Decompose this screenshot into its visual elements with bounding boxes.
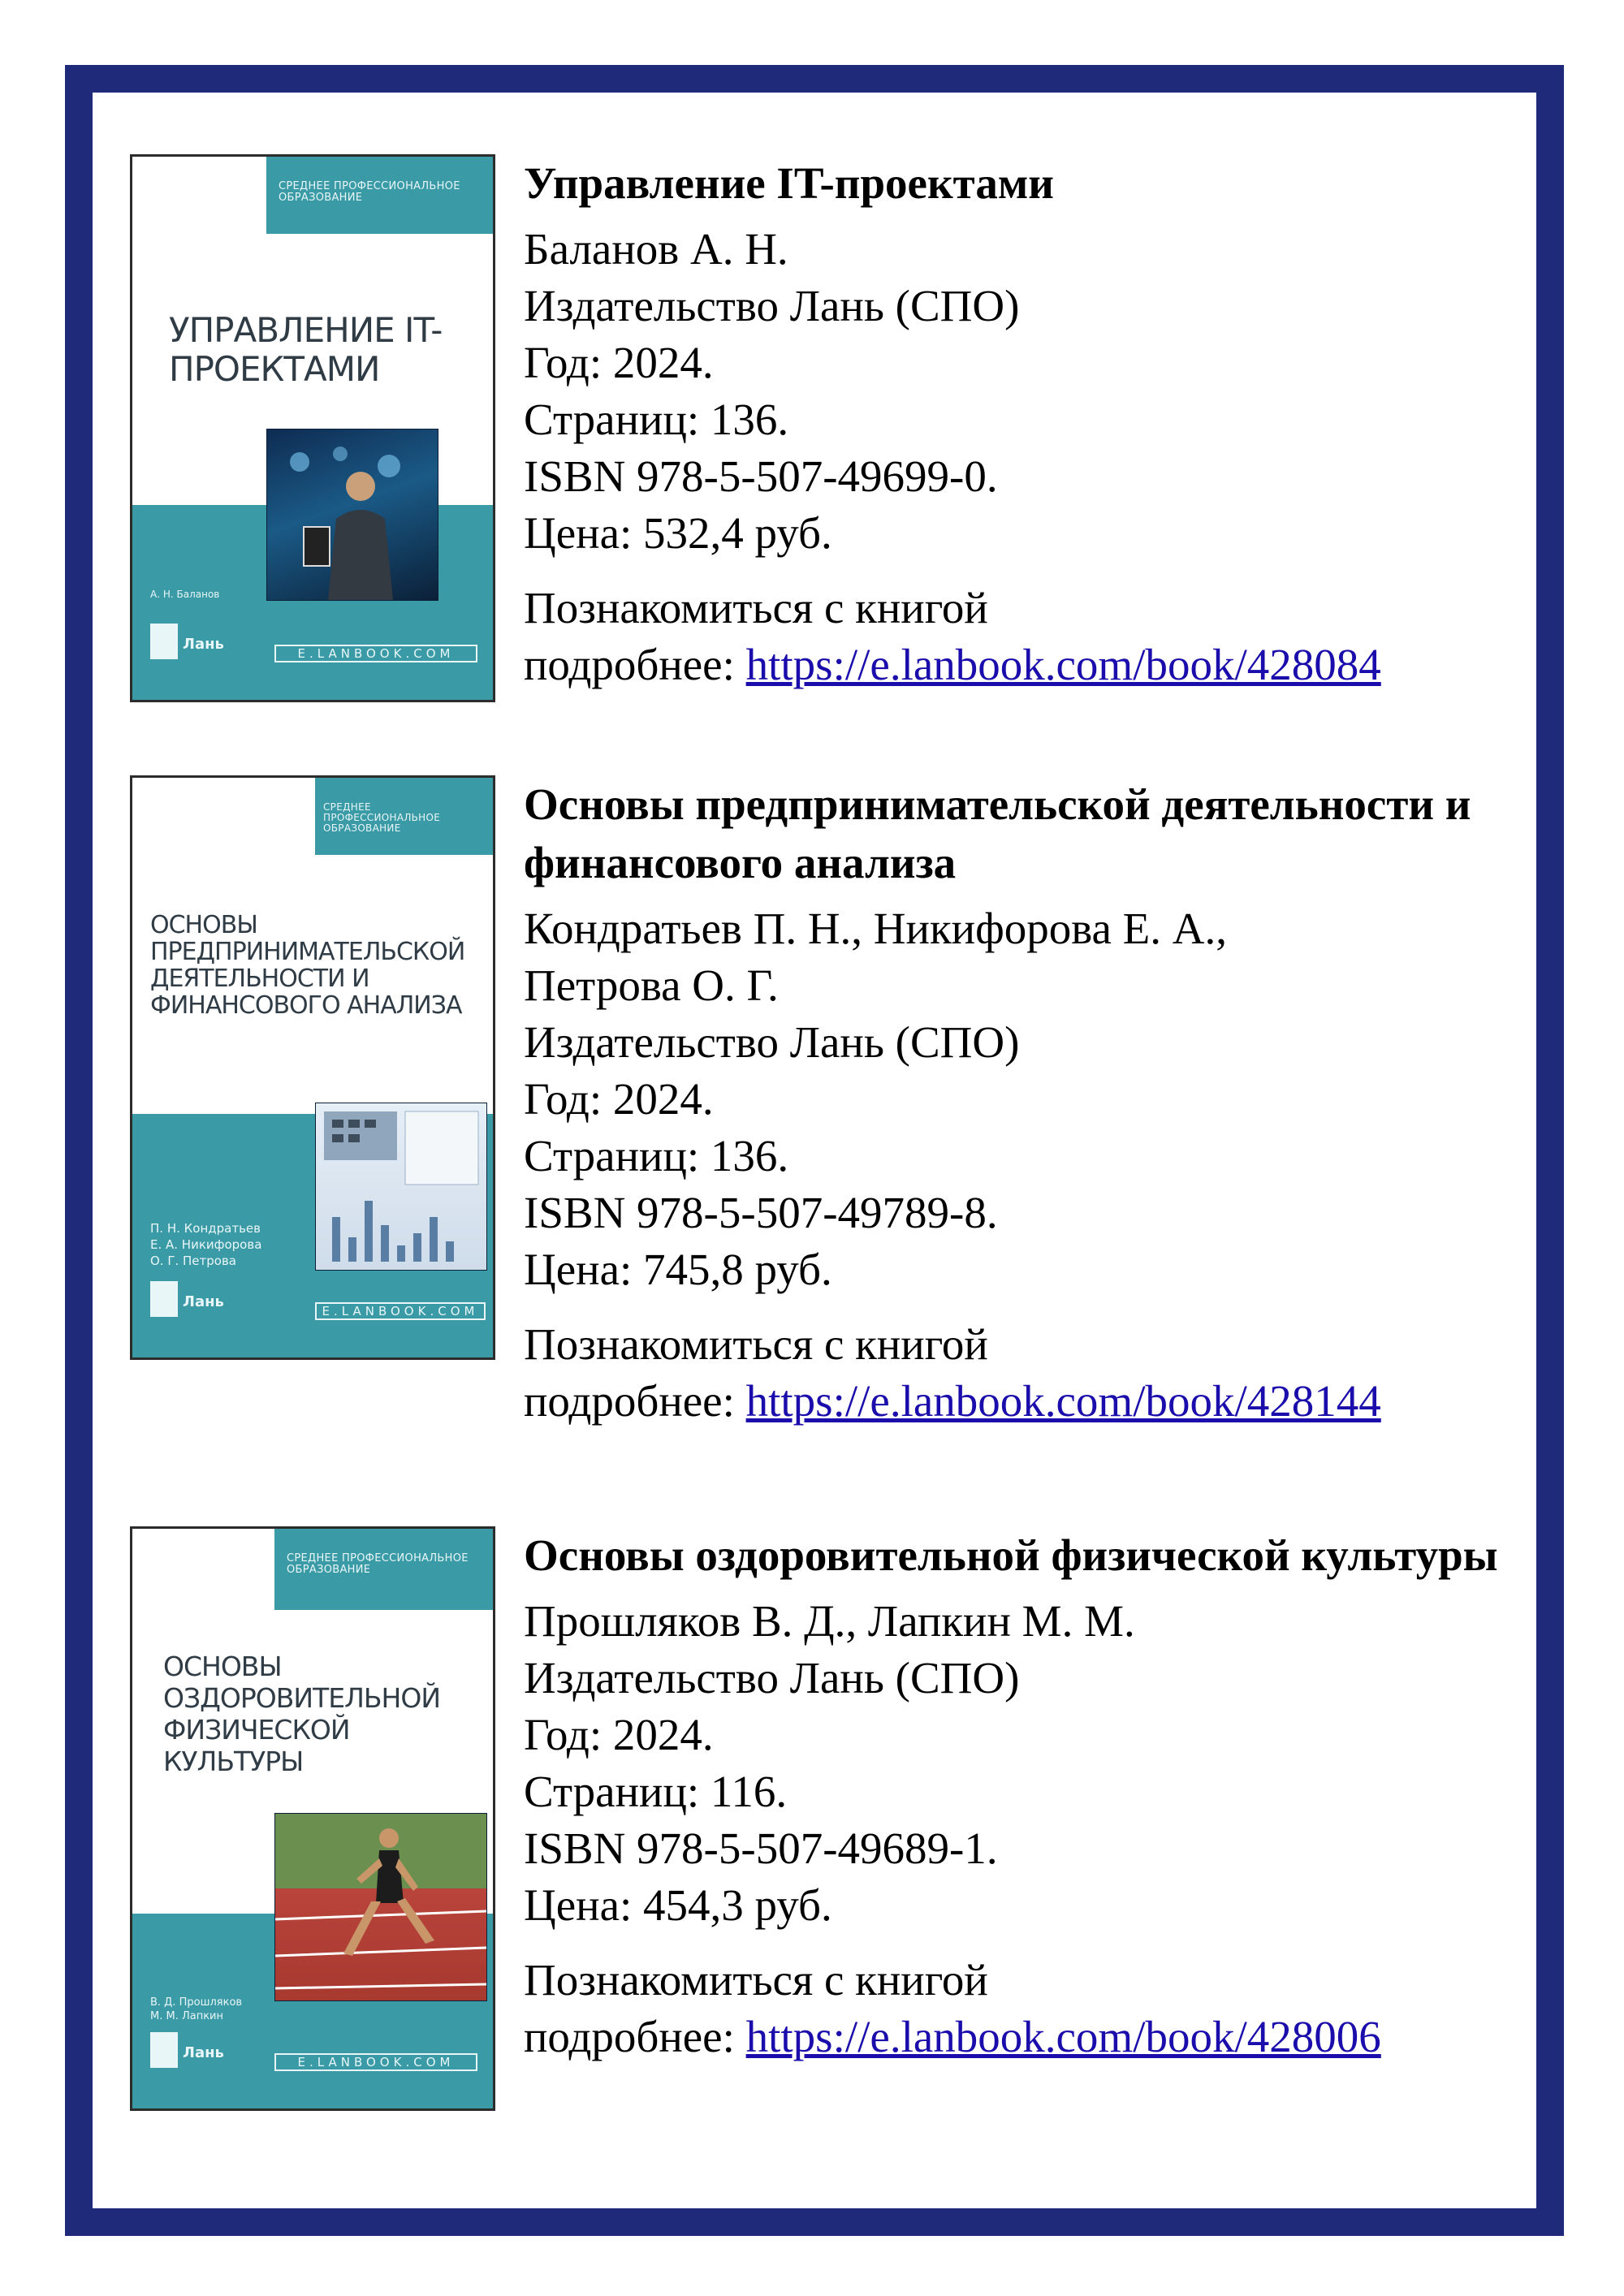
publisher-logo-text: Лань bbox=[183, 2044, 224, 2061]
cover-site: E.LANBOOK.COM bbox=[274, 645, 477, 662]
book-publisher: Издательство Лань (СПО) bbox=[524, 1017, 1020, 1067]
book-isbn: ISBN 978-5-507-49689-1. bbox=[524, 1823, 998, 1873]
frame-bottom-pattern bbox=[65, 2208, 1564, 2239]
book-title: Основы оздоровительной физической культуры bbox=[524, 1530, 1498, 1580]
book-year: Год: 2024. bbox=[524, 1074, 714, 1124]
publisher-logo-text: Лань bbox=[183, 636, 224, 653]
book-price: Цена: 745,8 руб. bbox=[524, 1245, 832, 1294]
cover-authors bbox=[150, 1220, 261, 1269]
book-more-line bbox=[524, 2009, 1514, 2065]
book-pages: Страниц: 136. bbox=[524, 395, 789, 444]
book-cover bbox=[130, 775, 495, 1360]
cover-authors bbox=[150, 587, 219, 602]
book-title: Управление IT-проектами bbox=[524, 158, 1054, 208]
frame-right-pattern bbox=[1533, 65, 1564, 2213]
book-author: Кондратьев П. Н., Никифорова Е. А., bbox=[524, 904, 1227, 953]
cover-authors bbox=[150, 1996, 242, 2023]
book-link[interactable]: https://e.lanbook.com/book/428006 bbox=[745, 2012, 1381, 2061]
cover-author: О. Г. Петрова bbox=[150, 1254, 237, 1268]
publisher-logo-icon bbox=[150, 624, 178, 659]
book-title: Основы предпринимательской деятельности и финансового анализа bbox=[524, 779, 1471, 887]
cover-series: СРЕДНЕЕ ПРОФЕССИОНАЛЬНОЕ ОБРАЗОВАНИЕ bbox=[279, 180, 460, 204]
frame-top-pattern bbox=[65, 65, 1564, 96]
book-link[interactable]: https://e.lanbook.com/book/428084 bbox=[745, 640, 1381, 689]
book-publisher: Издательство Лань (СПО) bbox=[524, 281, 1020, 330]
book-entry bbox=[130, 775, 1510, 1426]
book-price: Цена: 532,4 руб. bbox=[524, 508, 832, 558]
book-more-prefix: подробнее: bbox=[524, 2012, 746, 2061]
person-silhouette-icon bbox=[267, 429, 438, 600]
runner-icon bbox=[275, 1814, 486, 2000]
book-author: Прошляков В. Д., Лапкин М. М. bbox=[524, 1596, 1135, 1646]
book-pages: Страниц: 116. bbox=[524, 1767, 788, 1816]
frame-left-pattern bbox=[65, 65, 96, 2213]
cover-author: Е. А. Никифорова bbox=[150, 1237, 262, 1252]
book-isbn: ISBN 978-5-507-49699-0. bbox=[524, 451, 998, 501]
book-more-prefix: подробнее: bbox=[524, 640, 746, 689]
cover-picture bbox=[266, 429, 438, 601]
cover-author: В. Д. Прошляков bbox=[150, 1996, 243, 2009]
cover-author: П. Н. Кондратьев bbox=[150, 1221, 261, 1236]
cover-title: УПРАВЛЕНИЕ IT-ПРОЕКТАМИ bbox=[169, 310, 443, 389]
cover-site: E.LANBOOK.COM bbox=[274, 2053, 477, 2071]
book-pages: Страниц: 136. bbox=[524, 1131, 789, 1180]
book-entry bbox=[130, 1526, 1510, 2143]
publisher-logo-icon bbox=[150, 1281, 178, 1317]
cover-title: ОСНОВЫ ОЗДОРОВИТЕЛЬНОЙ ФИЗИЧЕСКОЙ КУЛЬТУРЫ bbox=[163, 1651, 441, 1777]
calculator-chart-icon bbox=[316, 1103, 486, 1270]
publisher-logo-icon bbox=[150, 2032, 178, 2068]
book-author: Баланов А. Н. bbox=[524, 224, 788, 274]
book-isbn: ISBN 978-5-507-49789-8. bbox=[524, 1188, 998, 1237]
cover-series: СРЕДНЕЕ ПРОФЕССИОНАЛЬНОЕ ОБРАЗОВАНИЕ bbox=[287, 1552, 469, 1576]
cover-picture bbox=[315, 1103, 487, 1271]
book-year: Год: 2024. bbox=[524, 338, 714, 387]
book-more-line bbox=[524, 637, 1514, 693]
cover-author: А. Н. Баланов bbox=[150, 589, 220, 600]
book-link[interactable]: https://e.lanbook.com/book/428144 bbox=[745, 1376, 1381, 1426]
cover-series: СРЕДНЕЕ ПРОФЕССИОНАЛЬНОЕ ОБРАЗОВАНИЕ bbox=[323, 801, 441, 834]
book-more-line bbox=[524, 1373, 1514, 1430]
book-author: Петрова О. Г. bbox=[524, 960, 779, 1010]
book-entry bbox=[130, 154, 1510, 723]
book-more-prefix: подробнее: bbox=[524, 1376, 746, 1426]
cover-title: ОСНОВЫ ПРЕДПРИНИМАТЕЛЬСКОЙ ДЕЯТЕЛЬНОСТИ И ФИНАНСОВОГО АНАЛИЗА bbox=[150, 911, 465, 1020]
book-cover bbox=[130, 1526, 495, 2111]
cover-picture bbox=[274, 1813, 487, 2001]
cover-site: E.LANBOOK.COM bbox=[315, 1302, 486, 1320]
book-more-text: Познакомиться с книгой bbox=[524, 583, 988, 632]
book-publisher: Издательство Лань (СПО) bbox=[524, 1653, 1020, 1703]
publisher-logo-text: Лань bbox=[183, 1293, 224, 1310]
book-info bbox=[524, 1526, 1514, 2065]
cover-author: М. М. Лапкин bbox=[150, 2010, 224, 2022]
book-info bbox=[524, 775, 1514, 1430]
book-more-text: Познакомиться с книгой bbox=[524, 1319, 988, 1369]
book-more-text: Познакомиться с книгой bbox=[524, 1955, 988, 2005]
book-cover bbox=[130, 154, 495, 702]
book-year: Год: 2024. bbox=[524, 1710, 714, 1759]
book-info bbox=[524, 154, 1514, 693]
book-price: Цена: 454,3 руб. bbox=[524, 1880, 832, 1930]
